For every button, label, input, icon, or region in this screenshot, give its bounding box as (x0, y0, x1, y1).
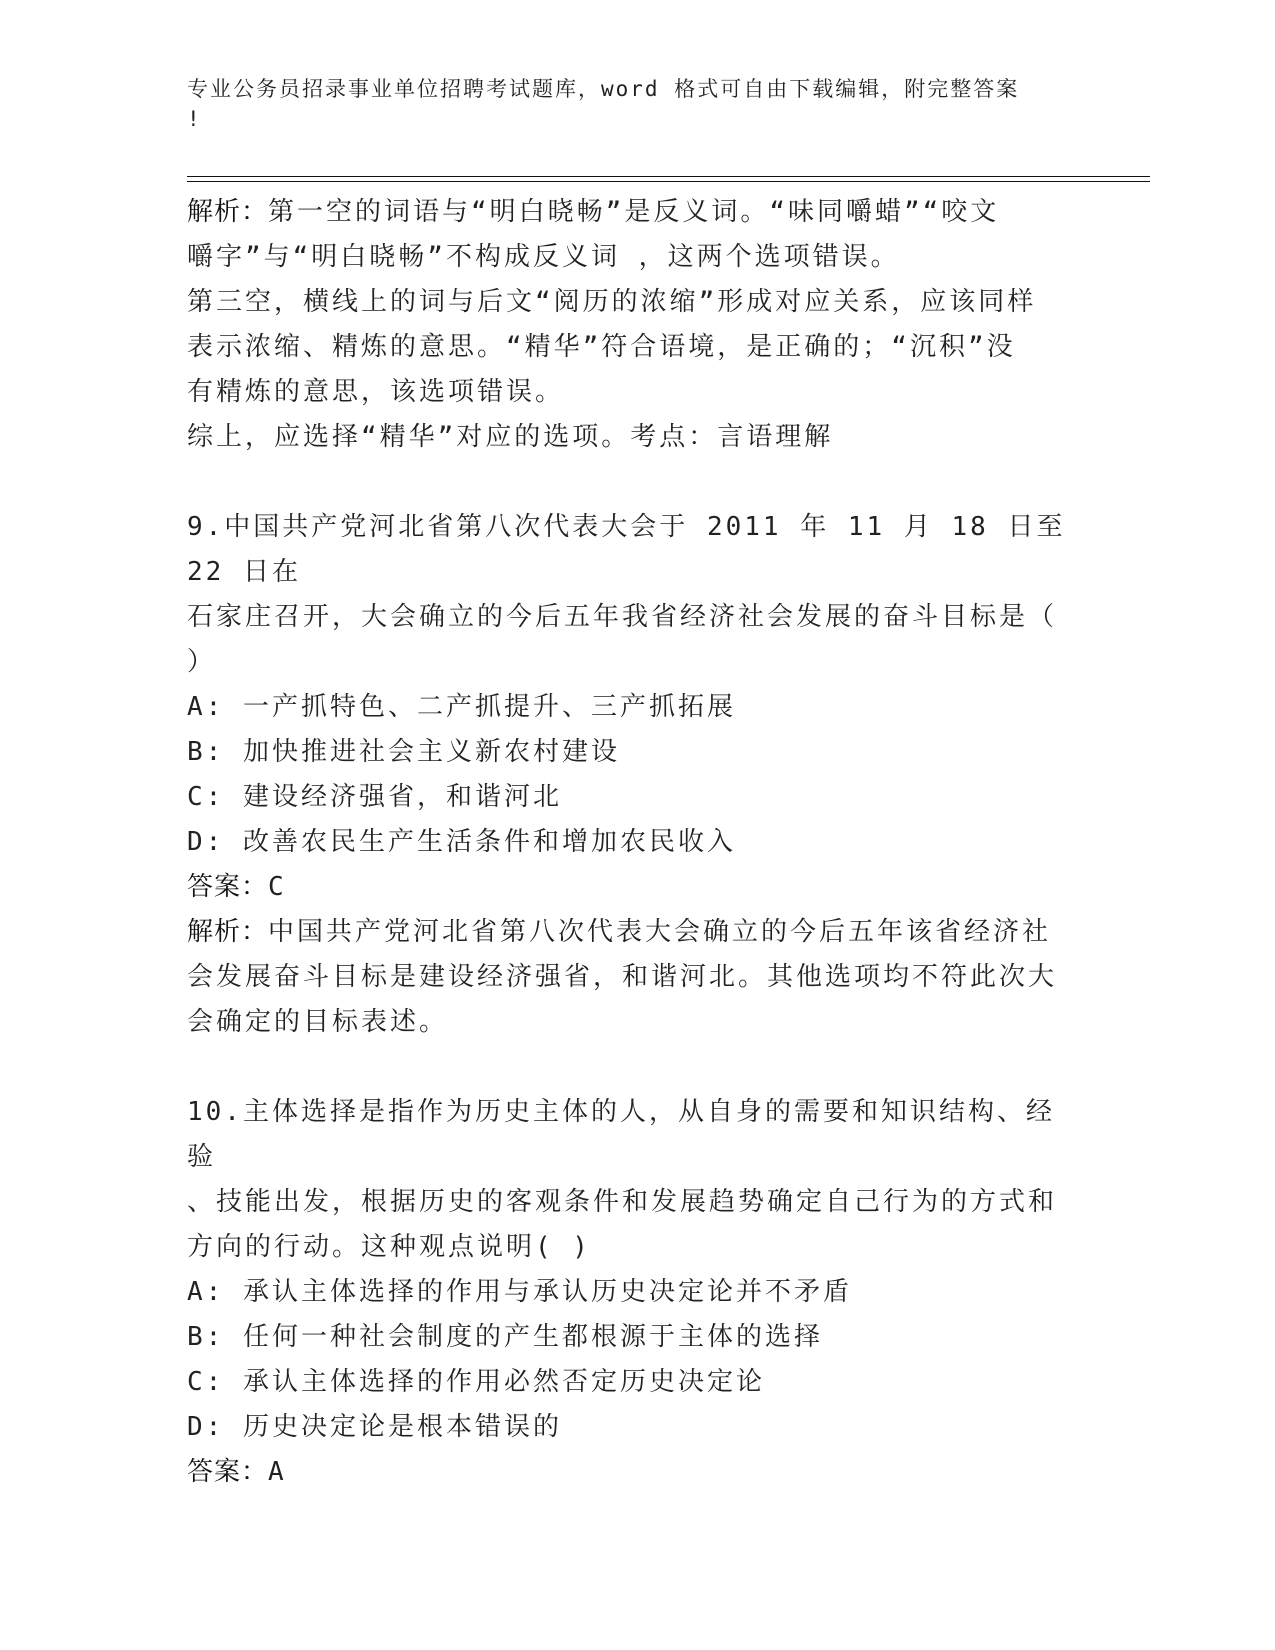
document-body (187, 190, 1067, 1495)
question-9 (187, 505, 1067, 1045)
analysis-label: 解析： (187, 917, 269, 947)
option-c: C: 承认主体选择的作用必然否定历史决定论 (187, 1367, 765, 1397)
spacer (187, 1045, 1067, 1090)
answer-line (187, 865, 1067, 910)
analysis-line: 会确定的目标表述。 (187, 1007, 449, 1037)
page-header (187, 74, 1087, 134)
analysis-line: 会发展奋斗目标是建设经济强省，和谐河北。其他选项均不符此次大 (187, 962, 1058, 992)
question-stem: 10.主体选择是指作为历史主体的人，从自身的需要和知识结构、经验 (187, 1097, 1055, 1172)
answer-line (187, 1450, 1067, 1495)
option-a: A: 承认主体选择的作用与承认历史决定论并不矛盾 (187, 1277, 852, 1307)
answer-value: C (268, 872, 287, 902)
option-d: D: 改善农民生产生活条件和增加农民收入 (187, 827, 736, 857)
analysis-line (187, 910, 1067, 955)
option-b: B: 加快推进社会主义新农村建设 (187, 737, 620, 767)
analysis-line: 有精炼的意思，该选项错误。 (187, 377, 565, 407)
analysis-line: 表示浓缩、精炼的意思。“精华”符合语境，是正确的；“沉积”没 (187, 332, 1016, 362)
answer-label: 答案： (187, 872, 269, 902)
option-b: B: 任何一种社会制度的产生都根源于主体的选择 (187, 1322, 823, 1352)
spacer (187, 460, 1067, 505)
question-stem: 9.中国共产党河北省第八次代表大会于 2011 年 11 月 18 日至 22 日在 (187, 512, 1066, 587)
header-line-continuation: ! (187, 107, 202, 131)
option-d: D: 历史决定论是根本错误的 (187, 1412, 562, 1442)
question-10 (187, 1090, 1067, 1495)
question-8-analysis (187, 190, 1067, 460)
question-stem: 、技能出发，根据历史的客观条件和发展趋势确定自己行为的方式和 (187, 1187, 1058, 1217)
option-c: C: 建设经济强省，和谐河北 (187, 782, 562, 812)
header-rule-thick (187, 176, 1150, 177)
analysis-label: 解析： (187, 197, 269, 227)
analysis-line (187, 190, 1067, 235)
question-stem: ） (187, 647, 217, 677)
header-rule-thin (187, 181, 1150, 182)
analysis-line: 第三空，横线上的词与后文“阅历的浓缩”形成对应关系，应该同样 (187, 287, 1037, 317)
header-line: 专业公务员招录事业单位招聘考试题库，word 格式可自由下载编辑，附完整答案 (187, 77, 1020, 101)
analysis-text: 第一空的词语与“明白晓畅”是反义词。“味同嚼蜡”“咬文 (268, 197, 1000, 227)
answer-value: A (268, 1457, 287, 1487)
analysis-text: 中国共产党河北省第八次代表大会确立的今后五年该省经济社 (268, 917, 1052, 947)
analysis-line: 综上，应选择“精华”对应的选项。考点：言语理解 (187, 422, 834, 452)
analysis-line: 嚼字”与“明白晓畅”不构成反义词 ，这两个选项错误。 (187, 242, 900, 272)
answer-label: 答案： (187, 1457, 269, 1487)
question-stem: 方向的行动。这种观点说明( ) (187, 1232, 591, 1262)
option-a: A: 一产抓特色、二产抓提升、三产抓拓展 (187, 692, 736, 722)
question-stem: 石家庄召开，大会确立的今后五年我省经济社会发展的奋斗目标是（ (187, 602, 1058, 632)
